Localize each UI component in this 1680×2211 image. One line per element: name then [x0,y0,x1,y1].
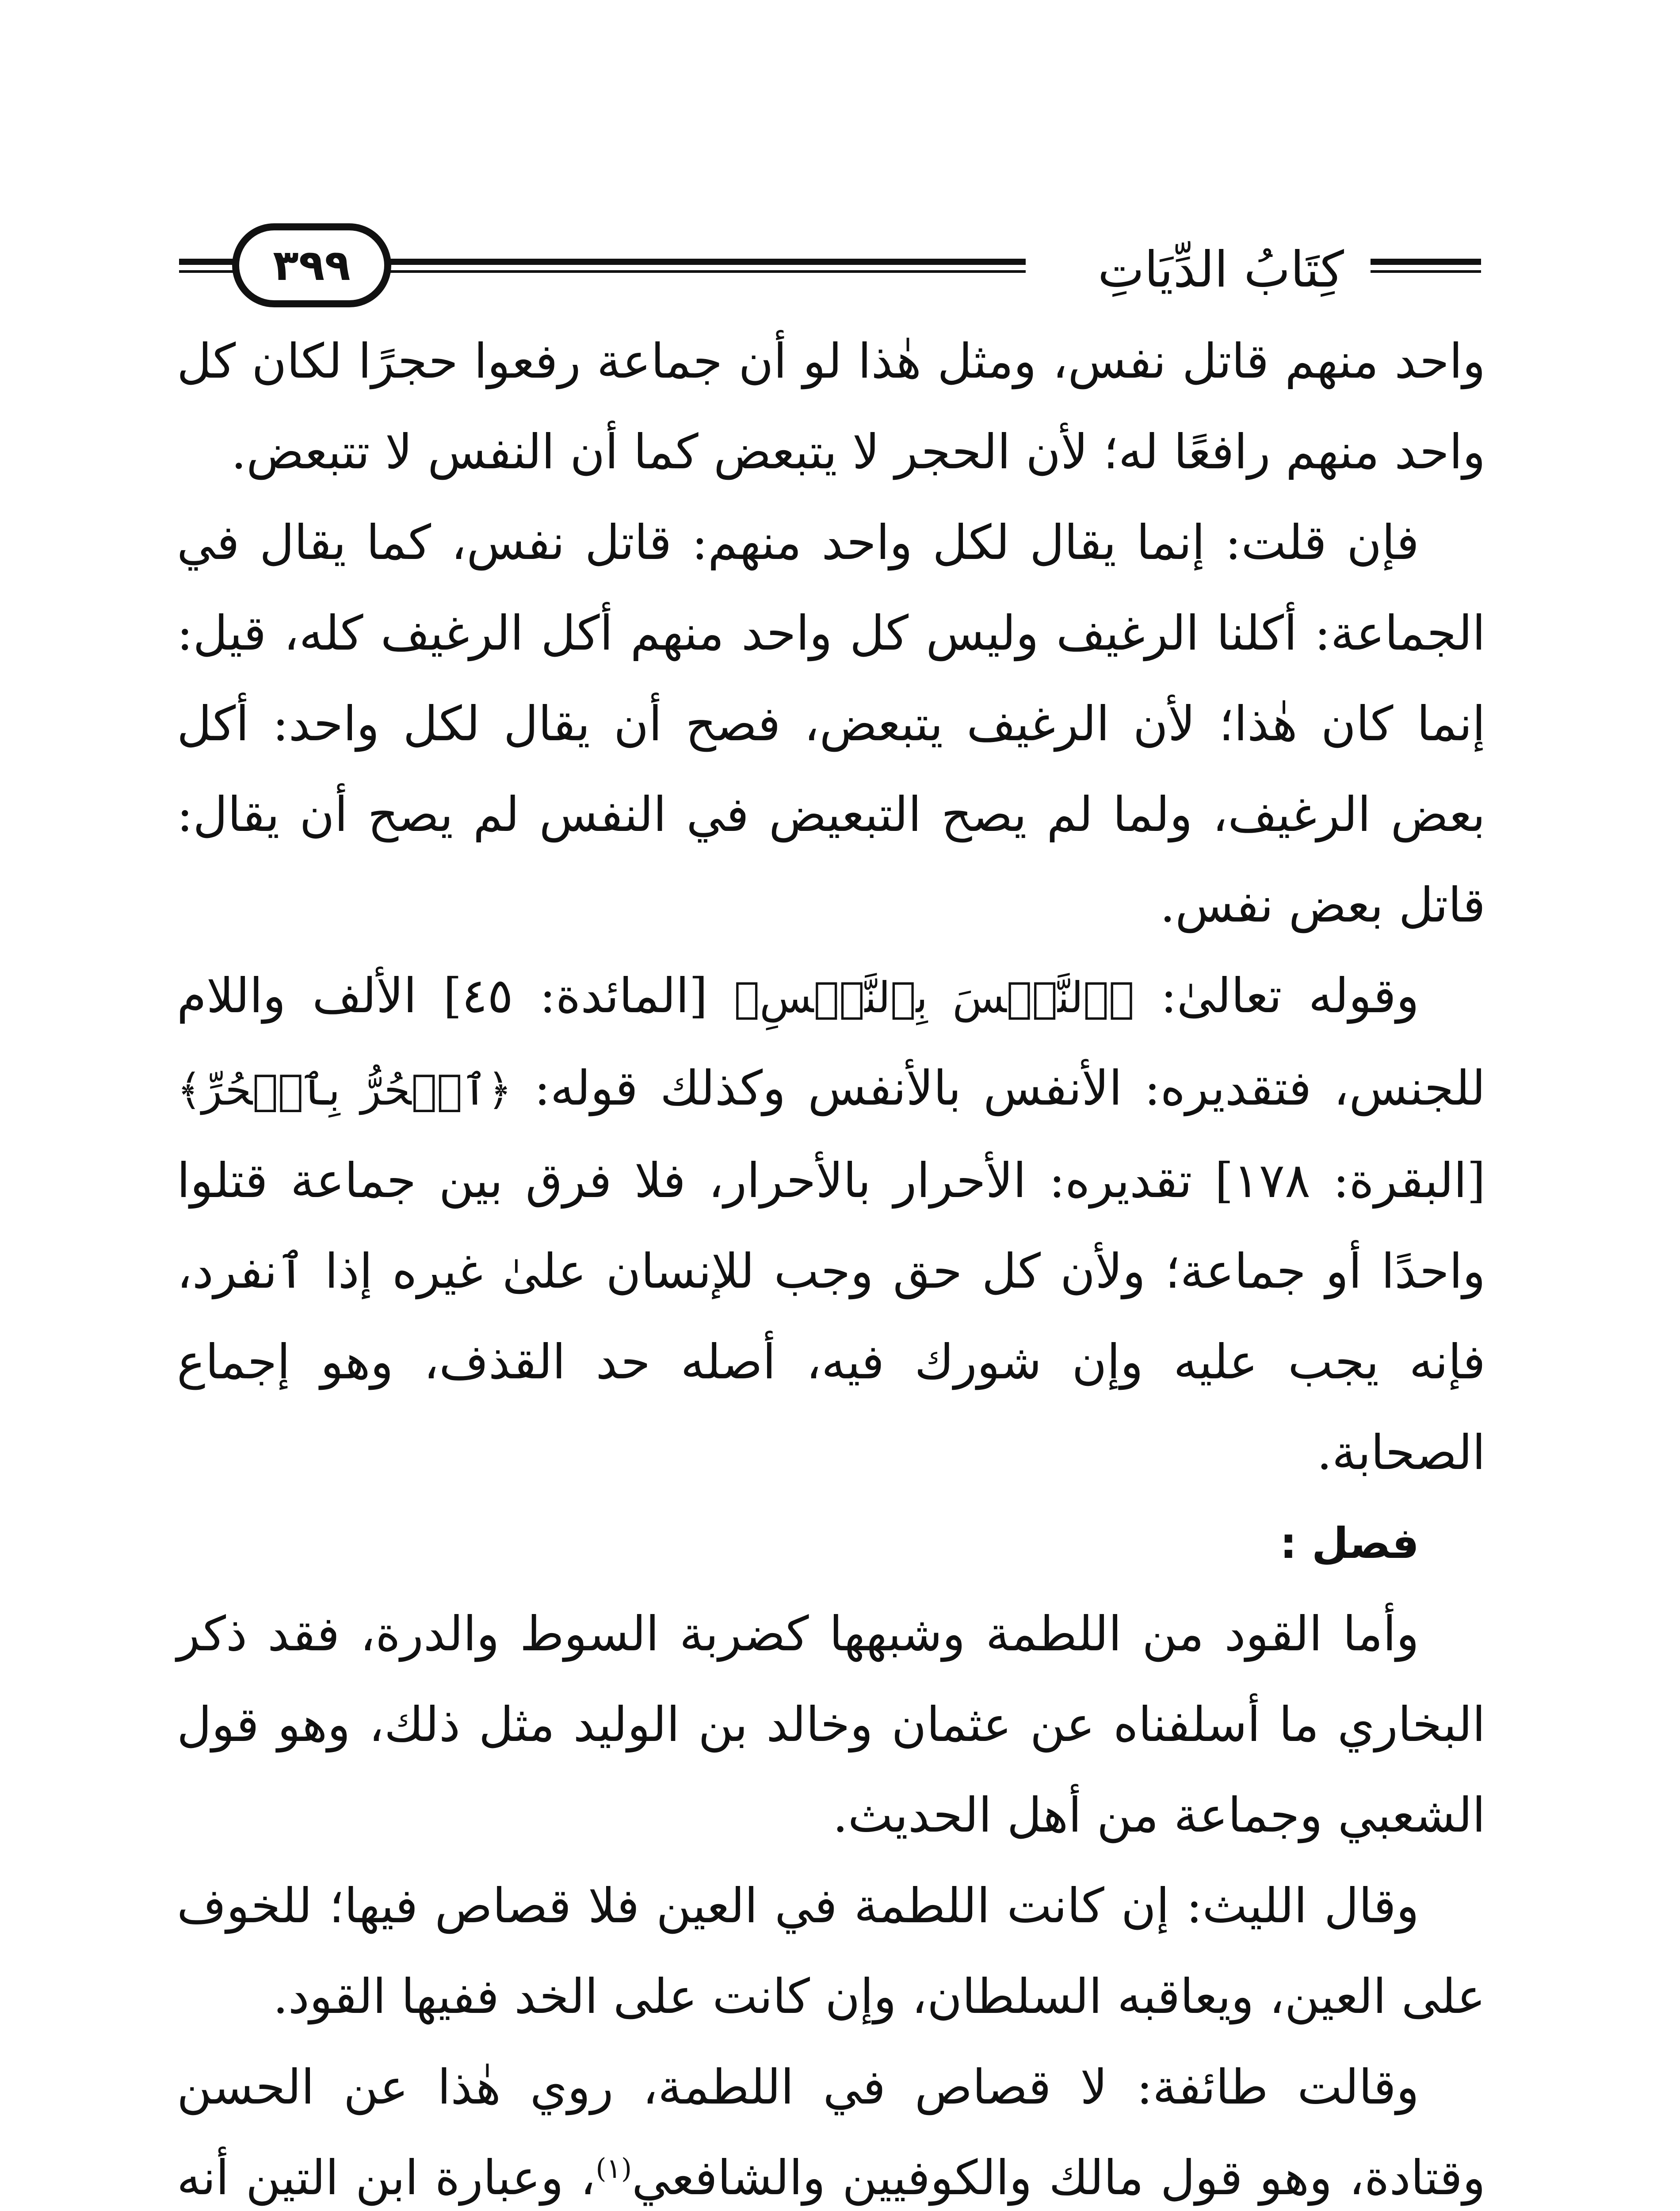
page-number-badge [232,223,391,307]
paragraph-text: وقوله تعالىٰ: [1134,968,1419,1024]
paragraph [177,497,1485,951]
header-rule-right [1371,259,1481,276]
section-heading: فصل : [1280,1519,1419,1568]
running-header [179,223,1481,316]
paragraph-text: [المائدة: ٤٥] الألف واللام للجنس، فتقديره: الأنفس بالأنفس وكذلك قوله: [177,968,1486,1116]
paragraph-text: ، وعبارة ابن التين أنه [177,2150,596,2206]
page-number: ٣٩٩ [273,241,351,290]
paragraph-text: وقالت طائفة: لا قصاص في اللطمة، روي هٰذا عن الحسن وقتادة، وهو قول مالك والكوفيين والشافعي [177,2060,1485,2206]
header-rule-left [179,259,237,276]
paragraph-text: وأما القود من اللطمة وشبهها كضربة السوط والدرة، فقد ذكر البخاري ما أسلفناه عن عثمان وخالد بن الوليد مثل ذلك، وهو قول الشعبي وجماعة من أهل الحديث. [177,1607,1485,1843]
paragraph [177,2042,1485,2211]
paragraph [177,1861,1485,2042]
header-rule-middle [387,259,1026,276]
footnote-marker: (١) [596,2152,632,2184]
quran-citation: ﴿ٱلنَّفۡسَ بِٱلنَّفۡسِ﴾ [734,973,1134,1022]
paragraph-text: فإن قلت: إنما يقال لكل واحد منهم: قاتل نفس، كما يقال في الجماعة: أكلنا الرغيف وليس كل واحد منهم أكل الرغيف كله، قيل: إنما كان هٰذا؛ لأن الرغيف يتبعض، فصح أن يقال لكل واحد: أكل بعض الرغيف، ولما لم يصح التبعيض في النفس لم يصح أن يقال: قاتل بعض نفس. [177,515,1485,933]
chapter-title: كِتَابُ الدِّيَاتِ [1097,241,1344,298]
quran-citation: ﴿ٱلۡحُرُّ بِٱلۡحُرِّ﴾ [177,1065,512,1115]
paragraph-text: [البقرة: ١٧٨] تقديره: الأحرار بالأحرار، فلا فرق بين جماعة قتلوا واحدًا أو جماعة؛ ولأن كل حق وجب للإنسان علىٰ غيره إذا ٱنفرد، فإنه يجب عليه وإن شورك فيه، أصله حد القذف، وهو إجماع الصحابة. [177,1153,1485,1480]
paragraph [177,1589,1485,1861]
paragraph [177,951,1485,1498]
paragraph-text: واحد منهم قاتل نفس، ومثل هٰذا لو أن جماعة رفعوا حجرًا لكان كل واحد منهم رافعًا له؛ لأن الحجر لا يتبعض كما أن النفس لا تتبعض. [177,334,1485,480]
main-text [177,316,1485,2211]
paragraph-text: وقال الليث: إن كانت اللطمة في العين فلا قصاص فيها؛ للخوف على العين، ويعاقبه السلطان، وإن كانت على الخد ففيها القود. [177,1878,1485,2024]
paragraph [177,316,1485,497]
